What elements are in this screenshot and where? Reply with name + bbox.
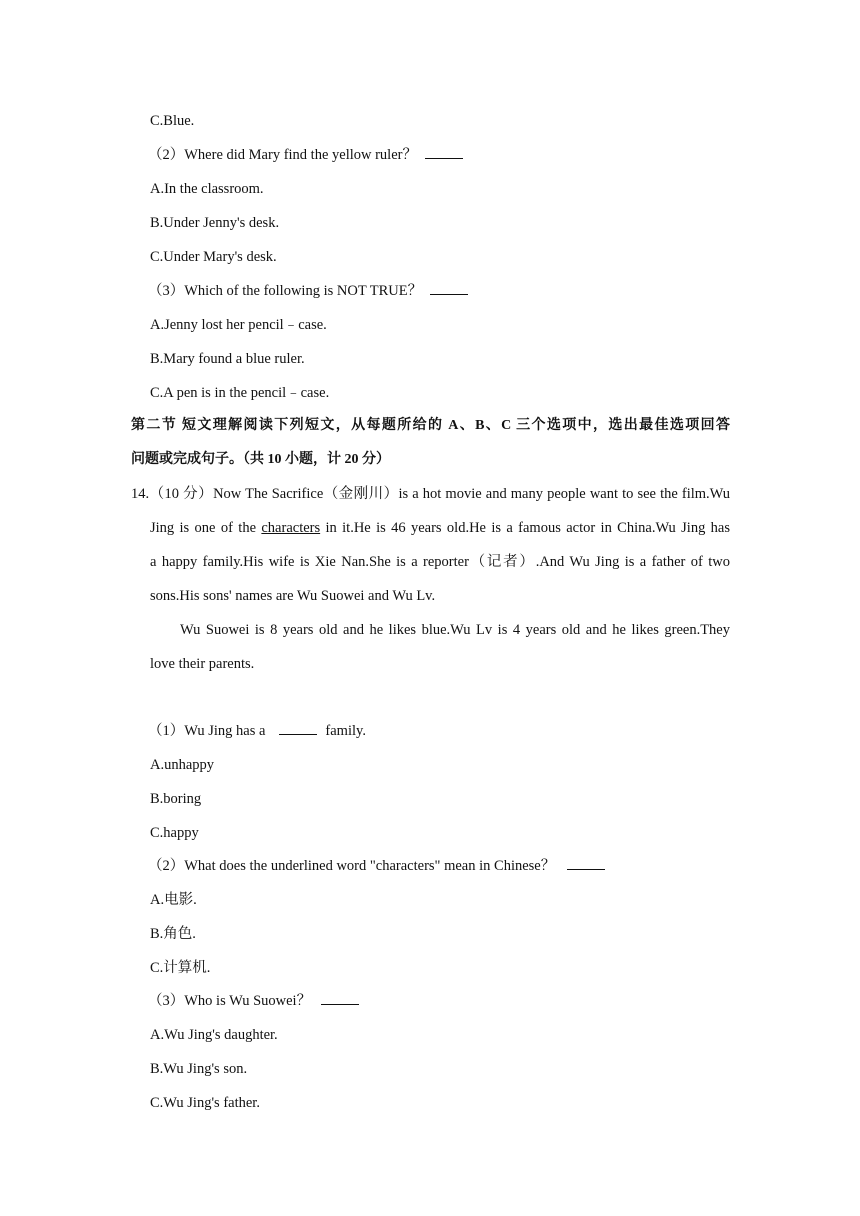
q14-2-option-c: C.计算机. — [150, 960, 211, 976]
section-heading-line-1: 第二节 短文理解阅读下列短文，从每题所给的 A、B、C 三个选项中，选出最佳选项回答 — [131, 418, 730, 433]
q14-passage-line-2 — [150, 518, 730, 538]
q14-2-option-a: A.电影. — [150, 892, 197, 908]
q13-3-option-a: A.Jenny lost her pencil﹣case. — [150, 317, 327, 333]
q14-passage-line-5: Wu Suowei is 8 years old and he likes blue.Wu Lv is 4 years old and he likes green.They — [180, 622, 730, 638]
q14-line2-before: Jing is one of the — [150, 520, 262, 536]
q13-3-option-c: C.A pen is in the pencil﹣case. — [150, 385, 330, 401]
q14-line1-text: Now The Sacrifice（金刚川）is a hot movie and many people want to see the film.Wu — [213, 486, 731, 502]
q14-number: 14. — [131, 486, 150, 502]
q14-1-question — [148, 721, 366, 741]
q13-2-stem: （2）Where did Mary find the yellow ruler？ — [148, 147, 417, 163]
q13-3-question — [148, 281, 468, 301]
q14-passage-line-4: sons.His sons' names are Wu Suowei and Wu Lv. — [150, 588, 436, 604]
q14-1-stem-before: （1）Wu Jing has a — [148, 723, 266, 739]
q14-3-option-a: A.Wu Jing's daughter. — [150, 1027, 278, 1043]
q14-3-stem: （3）Who is Wu Suowei？ — [148, 993, 312, 1009]
q13-2-option-b: B.Under Jenny's desk. — [150, 215, 280, 231]
q14-line2-after: in it.He is 46 years old.He is a famous actor in China.Wu Jing has — [320, 520, 731, 536]
q14-passage-line-3: a happy family.His wife is Xie Nan.She is a reporter（记者）.And Wu Jing is a father of two — [150, 554, 730, 570]
q14-3-option-b: B.Wu Jing's son. — [150, 1061, 248, 1077]
q13-2-option-c: C.Under Mary's desk. — [150, 249, 277, 265]
answer-blank[interactable] — [567, 868, 605, 870]
q14-1-option-c: C.happy — [150, 825, 199, 841]
section-heading-line-2: 问题或完成句子。（共 10 小题，计 20 分） — [131, 452, 390, 467]
q13-3-option-b: B.Mary found a blue ruler. — [150, 351, 305, 367]
answer-blank[interactable] — [430, 293, 468, 295]
q14-1-option-a: A.unhappy — [150, 757, 215, 773]
q14-passage-line-1 — [131, 484, 730, 504]
underlined-word-characters: characters — [261, 520, 321, 536]
answer-blank[interactable] — [321, 1003, 359, 1005]
q13-2-question — [148, 145, 463, 165]
q13-3-stem: （3）Which of the following is NOT TRUE？ — [148, 283, 423, 299]
q14-2-option-b: B.角色. — [150, 926, 196, 942]
q13-1-option-c: C.Blue. — [150, 113, 195, 129]
q14-3-question — [148, 991, 359, 1011]
q13-2-option-a: A.In the classroom. — [150, 181, 264, 197]
q14-3-option-c: C.Wu Jing's father. — [150, 1095, 260, 1111]
q14-passage-line-6: love their parents. — [150, 656, 255, 672]
answer-blank[interactable] — [279, 733, 317, 735]
q14-1-option-b: B.boring — [150, 791, 202, 807]
q14-1-stem-after: family. — [325, 723, 366, 739]
q14-2-stem: （2）What does the underlined word "characters" mean in Chinese？ — [148, 858, 556, 874]
q14-2-question — [148, 856, 605, 876]
q14-points: （10 分） — [149, 486, 214, 502]
answer-blank[interactable] — [425, 157, 463, 159]
